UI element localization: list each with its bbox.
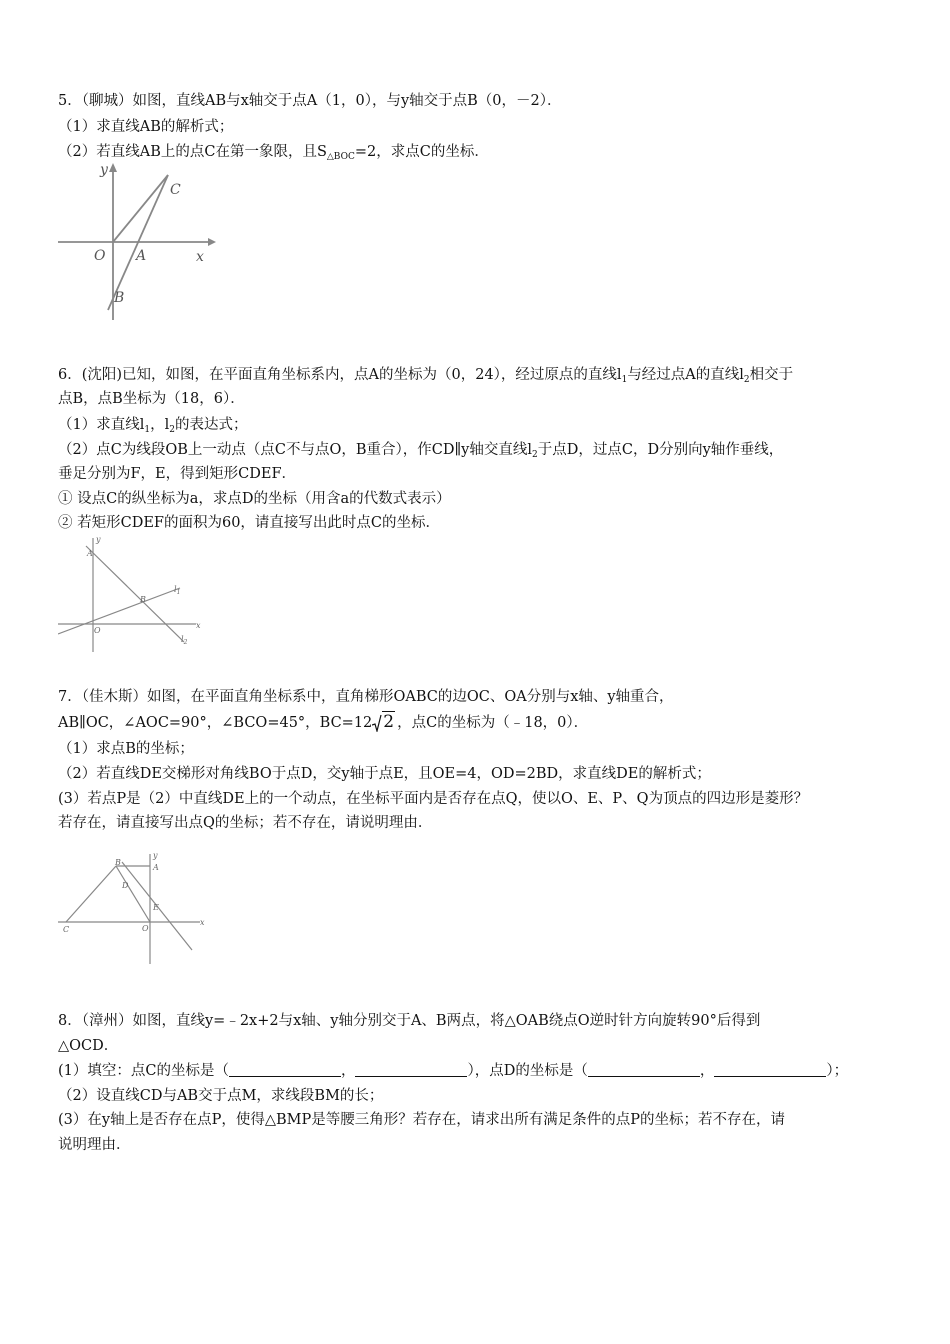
p7-q3: (3）若点P是（2）中直线DE上的一个动点，在坐标平面内是否存在点Q，使以O、E、P、Q为顶点的四边形是菱形？ xyxy=(58,791,809,807)
p6-label-y: y xyxy=(96,535,101,544)
p8-title-cont: △OCD． xyxy=(58,1038,119,1054)
p5-label-b: B xyxy=(114,290,125,306)
answer-blank[interactable] xyxy=(229,1062,341,1077)
p7-sqrt: 2 xyxy=(372,713,395,732)
p5-line-oc xyxy=(113,175,168,242)
p5-figure xyxy=(58,160,218,325)
p7-diagonal-bo xyxy=(116,866,150,922)
answer-blank[interactable] xyxy=(588,1062,700,1077)
p7-side-cb xyxy=(66,866,116,922)
p6-label-l1: $l_1$ xyxy=(174,585,181,596)
p8-q3-cont: 说明理由． xyxy=(58,1137,131,1153)
p8-q2: （2）设直线CD与AB交于点M，求线段BM的长； xyxy=(58,1088,384,1104)
p6-line2: 点B，点B坐标为（18，6）． xyxy=(58,391,245,407)
p5-q2: （2）若直线AB上的点C在第一象限，且$S_{\triangle BOC}=2$，求点C的坐标． xyxy=(58,144,489,162)
p7-label-e: E xyxy=(153,903,159,912)
p6-q2-ii: ② 若矩形CDEF的面积为60，请直接写出此时点C的坐标． xyxy=(58,515,441,531)
p5-y-arrow xyxy=(109,163,117,172)
p5-q1: （1）求直线AB的解析式； xyxy=(58,119,234,135)
p7-q3-cont: 若存在，请直接写出点Q的坐标；若不存在，请说明理由． xyxy=(58,815,433,831)
p6-q1: （1）求直线$l_1$，$l_2$的表达式； xyxy=(58,417,248,435)
p7-title: 7．（佳木斯）如图，在平面直角坐标系中，直角梯形OABC的边OC、OA分别与x轴、y轴重合， xyxy=(58,689,674,705)
p6-q2: （2）点C为线段OB上一动点（点C不与点O，B重合），作CD∥y轴交直线$l_2$于点D，过点C，D分别向y轴作垂线， xyxy=(58,442,784,460)
p7-label-x: x xyxy=(200,918,205,927)
p7-label-o: O xyxy=(142,924,149,933)
answer-blank[interactable] xyxy=(714,1062,826,1077)
p6-label-l2: $l_2$ xyxy=(181,635,188,646)
p5-label-y: y xyxy=(100,162,108,178)
p7-label-a: A xyxy=(153,863,159,872)
p6-line-l2 xyxy=(86,546,184,642)
p6-q2-cont: 垂足分别为F，E，得到矩形CDEF． xyxy=(58,466,297,482)
p5-label-a: A xyxy=(136,248,147,264)
p7-line2: AB∥OC，∠AOC=90°，∠BCO=45°，BC=12 2 ，点C的坐标为（﹣18，0）． xyxy=(58,712,589,732)
p6-figure xyxy=(58,534,208,654)
p6-line-l1 xyxy=(58,588,180,634)
p8-q3: (3）在y轴上是否存在点P，使得△BMP是等腰三角形？若存在，请求出所有满足条件的点P的坐标；若不存在，请 xyxy=(58,1112,785,1128)
p6-line1: 6．(沈阳)已知，如图，在平面直角坐标系内，点A的坐标为（0，24），经过原点的直线$l_1$与经过点A的直线$l_2$相交于 xyxy=(58,367,794,385)
p6-label-b: B xyxy=(140,595,146,604)
p5-label-x: x xyxy=(196,249,204,265)
p6-label-x: x xyxy=(196,621,201,630)
p6-label-o: O xyxy=(94,626,101,635)
p7-q2: （2）若直线DE交梯形对角线BO于点D，交y轴于点E，且OE=4，OD=2BD，求直线DE的解析式； xyxy=(58,766,711,782)
p7-label-c: C xyxy=(63,925,70,934)
p7-figure xyxy=(58,852,208,967)
p8-q1: (1）填空：点C的坐标是（ ， ），点D的坐标是（ ， ）； xyxy=(58,1063,849,1079)
p5-title: 5．（聊城）如图，直线AB与x轴交于点A（1，0），与y轴交于点B（0，－2）． xyxy=(58,93,562,109)
p6-q2-i: ① 设点C的纵坐标为a，求点D的坐标（用含a的代数式表示） xyxy=(58,491,451,507)
p5-label-o: O xyxy=(94,248,106,264)
p7-label-d: D xyxy=(122,881,129,890)
p5-x-arrow xyxy=(208,238,216,246)
p8-title: 8．（漳州）如图，直线y=﹣2x+2与x轴、y轴分别交于A、B两点，将△OAB绕点O逆时针方向旋转90°后得到 xyxy=(58,1013,761,1029)
p7-q1: （1）求点B的坐标； xyxy=(58,741,194,757)
p7-label-b: B xyxy=(115,858,121,867)
p6-label-a: A xyxy=(87,549,93,558)
p5-label-c: C xyxy=(170,182,181,198)
p7-label-y: y xyxy=(153,852,158,860)
answer-blank[interactable] xyxy=(355,1062,467,1077)
